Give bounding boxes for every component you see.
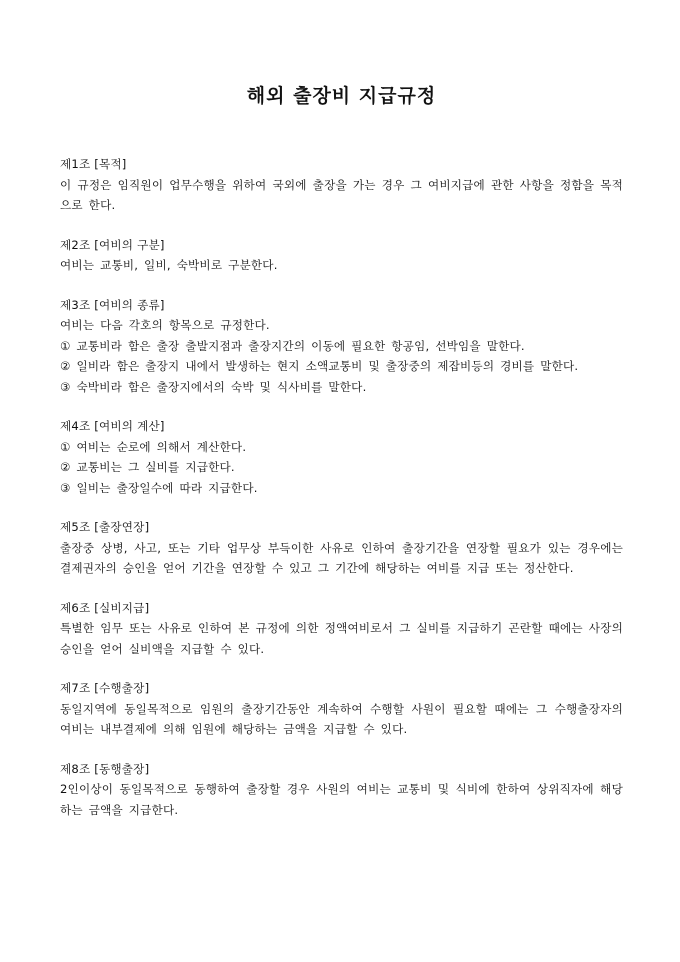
article-item: ③ 일비는 출장일수에 따라 지급한다. <box>60 480 258 495</box>
article-body: 여비는 교통비, 일비, 숙박비로 구분한다. <box>60 258 278 272</box>
article-4 <box>60 416 623 498</box>
article-heading: 제2조 [여비의 구분] <box>60 237 165 252</box>
article-body: 출장중 상병, 사고, 또는 기타 업무상 부득이한 사유로 인하여 출장기간을 연장할 필요가 있는 경우에는 결제권자의 승인을 얻어 기간을 연장할 수 있고 그 기간에 해당하는 여비를 지급 또는 정산한다. <box>60 540 623 575</box>
article-heading: 제4조 [여비의 계산] <box>60 419 165 433</box>
article-item: ① 여비는 순로에 의해서 계산한다. <box>60 439 247 454</box>
article-3 <box>60 295 623 398</box>
article-7 <box>60 678 623 740</box>
article-heading: 제1조 [목적] <box>60 157 127 171</box>
article-heading: 제7조 [수행출장] <box>60 681 150 695</box>
article-item: ① 교통비라 함은 출장 출발지점과 출장지간의 이동에 필요한 항공임, 선박임을 말한다. <box>60 338 525 353</box>
article-5 <box>60 517 623 579</box>
article-body: 동일지역에 동일목적으로 임원의 출장기간동안 계속하여 수행할 사원이 필요할 때에는 그 수행출장자의 여비는 내부결제에 의해 임원에 해당하는 금액을 지급할 수 있다. <box>60 701 623 736</box>
article-8 <box>60 759 623 821</box>
article-heading: 제5조 [출장연장] <box>60 520 150 534</box>
article-heading: 제3조 [여비의 종류] <box>60 297 165 312</box>
article-body: 특별한 임무 또는 사유로 인하여 본 규정에 의한 정액여비로서 그 실비를 지급하기 곤란할 때에는 사장의 승인을 얻어 실비액을 지급할 수 있다. <box>60 621 623 656</box>
document-title: 해외 출장비 지급규정 <box>246 85 437 107</box>
article-body: 2인이상이 동일목적으로 동행하여 출장할 경우 사원의 여비는 교통비 및 식비에 한하여 상위직자에 해당하는 금액을 지급한다. <box>60 782 623 817</box>
article-6 <box>60 598 623 660</box>
article-heading: 제6조 [실비지급] <box>60 600 150 615</box>
article-2 <box>60 235 623 276</box>
article-body: 이 규정은 임직원이 업무수행을 위하여 국외에 출장을 가는 경우 그 여비지급에 관한 사항을 정함을 목적으로 한다. <box>60 177 623 212</box>
article-item: ② 교통비는 그 실비를 지급한다. <box>60 460 235 474</box>
article-item: ③ 숙박비라 함은 출장지에서의 숙박 및 식사비를 말한다. <box>60 379 367 394</box>
article-list <box>60 154 623 820</box>
article-intro: 여비는 다음 각호의 항목으로 규정한다. <box>60 318 270 332</box>
article-heading: 제8조 [동행출장] <box>60 761 150 776</box>
article-item: ② 일비라 함은 출장지 내에서 발생하는 현지 소액교통비 및 출장중의 제잡비등의 경비를 말한다. <box>60 359 579 373</box>
article-1 <box>60 154 623 216</box>
